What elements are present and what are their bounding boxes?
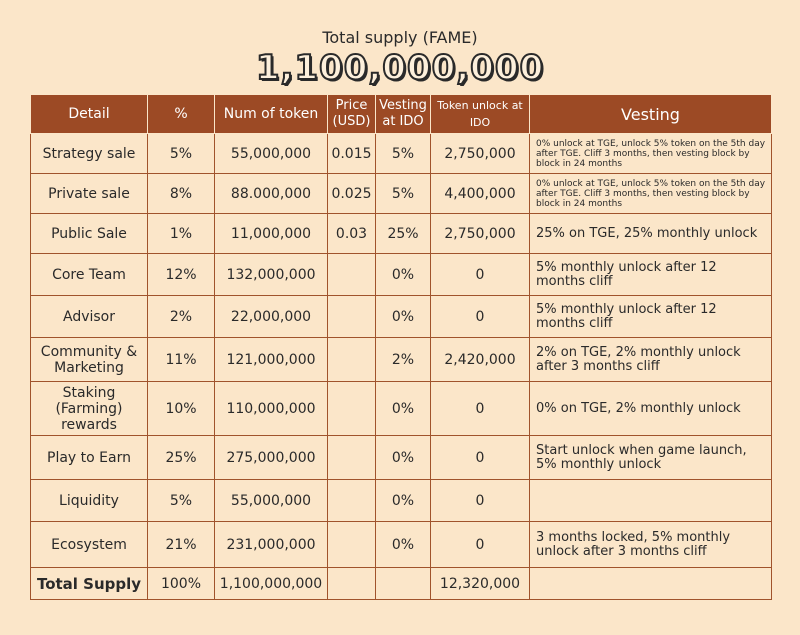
- vesting-ido-cell: [376, 568, 431, 600]
- table-row: [31, 214, 772, 254]
- token-unlock-cell: 2,750,000: [431, 134, 530, 174]
- vesting-cell: 0% unlock at TGE, unlock 5% token on the 5th day after TGE. Cliff 3 months, then vesting block by block in 24 months: [530, 174, 772, 214]
- table-row: [31, 382, 772, 436]
- num-token-cell: 231,000,000: [215, 522, 328, 568]
- table-row: [31, 254, 772, 296]
- price-cell: [328, 436, 376, 480]
- num-token-cell: 132,000,000: [215, 254, 328, 296]
- percent-cell: 5%: [148, 480, 215, 522]
- token-unlock-cell: 4,400,000: [431, 174, 530, 214]
- token-unlock-cell: 0: [431, 480, 530, 522]
- supply-title: Total supply (FAME): [322, 28, 478, 47]
- vesting-ido-cell: 5%: [376, 134, 431, 174]
- token-unlock-cell: 0: [431, 382, 530, 436]
- detail-cell: Core Team: [31, 254, 148, 296]
- vesting-cell: [530, 480, 772, 522]
- total-supply-value: 1,100,000,000: [255, 48, 545, 88]
- price-cell: 0.025: [328, 174, 376, 214]
- header-row: [31, 95, 772, 134]
- num-token-cell: 110,000,000: [215, 382, 328, 436]
- token-unlock-cell: 2,420,000: [431, 338, 530, 382]
- price-cell: [328, 296, 376, 338]
- vesting-cell: 0% on TGE, 2% monthly unlock: [530, 382, 772, 436]
- vesting-cell: Start unlock when game launch, 5% monthly unlock: [530, 436, 772, 480]
- percent-cell: 11%: [148, 338, 215, 382]
- vesting-cell: 25% on TGE, 25% monthly unlock: [530, 214, 772, 254]
- percent-cell: 8%: [148, 174, 215, 214]
- vesting-cell: [530, 568, 772, 600]
- vesting-ido-cell: 25%: [376, 214, 431, 254]
- vesting-ido-cell: 0%: [376, 296, 431, 338]
- detail-cell: Total Supply: [31, 568, 148, 600]
- token-unlock-cell: 12,320,000: [431, 568, 530, 600]
- table-row: [31, 436, 772, 480]
- num-token-cell: 88.000,000: [215, 174, 328, 214]
- price-cell: [328, 382, 376, 436]
- vesting-cell: 3 months locked, 5% monthly unlock after 3 months cliff: [530, 522, 772, 568]
- price-cell: [328, 480, 376, 522]
- num-token-cell: 55,000,000: [215, 480, 328, 522]
- vesting-ido-cell: 5%: [376, 174, 431, 214]
- vesting-cell: 0% unlock at TGE, unlock 5% token on the 5th day after TGE. Cliff 3 months, then vesting block by block in 24 months: [530, 134, 772, 174]
- price-cell: [328, 338, 376, 382]
- percent-cell: 100%: [148, 568, 215, 600]
- num-token-cell: 1,100,000,000: [215, 568, 328, 600]
- percent-cell: 5%: [148, 134, 215, 174]
- vesting-cell: 5% monthly unlock after 12 months cliff: [530, 296, 772, 338]
- num-token-cell: 275,000,000: [215, 436, 328, 480]
- table-row: [31, 296, 772, 338]
- detail-cell: Private sale: [31, 174, 148, 214]
- detail-cell: Public Sale: [31, 214, 148, 254]
- detail-cell: Staking (Farming) rewards: [31, 382, 148, 436]
- percent-cell: 10%: [148, 382, 215, 436]
- detail-cell: Community & Marketing: [31, 338, 148, 382]
- price-cell: 0.015: [328, 134, 376, 174]
- table-row: [31, 480, 772, 522]
- price-cell: [328, 522, 376, 568]
- table-row: [31, 174, 772, 214]
- vesting-cell: 2% on TGE, 2% monthly unlock after 3 months cliff: [530, 338, 772, 382]
- vesting-ido-cell: 0%: [376, 522, 431, 568]
- detail-cell: Advisor: [31, 296, 148, 338]
- num-token-cell: 121,000,000: [215, 338, 328, 382]
- price-cell: 0.03: [328, 214, 376, 254]
- header-num-token: Num of token: [215, 95, 328, 134]
- vesting-ido-cell: 2%: [376, 338, 431, 382]
- vesting-cell: 5% monthly unlock after 12 months cliff: [530, 254, 772, 296]
- price-cell: [328, 254, 376, 296]
- table-row: [31, 134, 772, 174]
- detail-cell: Strategy sale: [31, 134, 148, 174]
- total-row: [31, 568, 772, 600]
- header-vesting: Vesting: [530, 95, 772, 134]
- header-percent: %: [148, 95, 215, 134]
- vesting-ido-cell: 0%: [376, 254, 431, 296]
- tokenomics-table: [30, 94, 772, 600]
- header-detail: Detail: [31, 95, 148, 134]
- num-token-cell: 55,000,000: [215, 134, 328, 174]
- token-unlock-cell: 0: [431, 522, 530, 568]
- header-vesting-ido: Vesting at IDO: [376, 95, 431, 134]
- detail-cell: Ecosystem: [31, 522, 148, 568]
- token-unlock-cell: 0: [431, 436, 530, 480]
- header-price: Price (USD): [328, 95, 376, 134]
- vesting-ido-cell: 0%: [376, 480, 431, 522]
- detail-cell: Play to Earn: [31, 436, 148, 480]
- table-row: [31, 522, 772, 568]
- token-unlock-cell: 2,750,000: [431, 214, 530, 254]
- percent-cell: 2%: [148, 296, 215, 338]
- vesting-ido-cell: 0%: [376, 436, 431, 480]
- num-token-cell: 22,000,000: [215, 296, 328, 338]
- percent-cell: 21%: [148, 522, 215, 568]
- percent-cell: 25%: [148, 436, 215, 480]
- table-row: [31, 338, 772, 382]
- price-cell: [328, 568, 376, 600]
- percent-cell: 12%: [148, 254, 215, 296]
- percent-cell: 1%: [148, 214, 215, 254]
- token-unlock-cell: 0: [431, 254, 530, 296]
- header-token-unlock: Token unlock at IDO: [431, 95, 530, 134]
- token-unlock-cell: 0: [431, 296, 530, 338]
- vesting-ido-cell: 0%: [376, 382, 431, 436]
- num-token-cell: 11,000,000: [215, 214, 328, 254]
- detail-cell: Liquidity: [31, 480, 148, 522]
